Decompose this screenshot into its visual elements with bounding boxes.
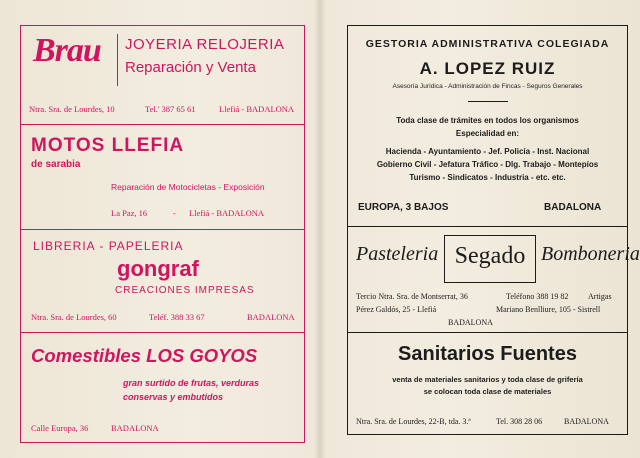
pasteleria-area1: Artigas <box>588 292 612 301</box>
gestoria-address: EUROPA, 3 BAJOS <box>358 202 449 213</box>
ad-title: LIBRERIA - PAPELERIA <box>33 239 184 253</box>
gestoria-header: GESTORIA ADMINISTRATIVA COLEGIADA <box>365 38 610 50</box>
gestoria-services: Asesoría Jurídica - Administración de Fincas - Seguros Generales <box>392 83 583 90</box>
ad-city: BADALONA <box>111 423 159 433</box>
ad-address: Ntra. Sra. de Lourdes, 60 <box>31 312 117 322</box>
gestoria-intro1: Toda clase de trámites en todos los organismos <box>396 116 579 125</box>
segado-logo-box <box>444 235 536 283</box>
ad-title: MOTOS LLEFIA <box>31 135 185 156</box>
ad-address: Ntra. Sra. de Lourdes, 10 <box>29 104 115 114</box>
ad-subtitle: CREACIONES IMPRESAS <box>115 285 255 296</box>
ad-title: JOYERIA RELOJERIA <box>125 36 285 53</box>
brau-logo: Brau <box>33 32 101 69</box>
ad-address: La Paz, 16 <box>111 208 148 218</box>
sanitarios-address: Ntra. Sra. de Lourdes, 22-B, tda. 3.ª <box>356 417 471 426</box>
right-page <box>320 0 640 458</box>
gestoria-list2: Gobierno Civil - Jefatura Tráfico - Dlg. Trabajo - Montepíos <box>376 160 599 169</box>
ad-gongraf <box>21 229 304 332</box>
gestoria-name: A. LOPEZ RUIZ <box>419 59 556 78</box>
ad-motos-llefia <box>21 124 304 229</box>
ad-gestoria <box>348 26 627 226</box>
ad-subtitle: de sarabia <box>31 159 81 170</box>
sanitarios-title: Sanitarios Fuentes <box>398 343 577 365</box>
sanitarios-city: BADALONA <box>564 417 609 426</box>
sanitarios-line2: se colocan toda clase de materiales <box>423 387 552 396</box>
gestoria-list3: Turismo - Sindicatos - Industria - etc. etc. <box>409 173 566 182</box>
segado-logo: Segado <box>454 243 526 269</box>
ad-subtitle: Reparación y Venta <box>125 59 256 76</box>
ad-line1: gran surtido de frutas, verduras <box>123 378 260 388</box>
ad-pasteleria-segado <box>348 226 640 332</box>
ad-line2: conservas y embutidos <box>123 392 224 402</box>
right-ad-frame <box>347 25 640 435</box>
pasteleria-word: Pasteleria <box>356 243 439 265</box>
ad-area: Llefiá - BADALONA <box>189 208 265 218</box>
sanitarios-line1: venta de materiales sanitarios y toda clase de grifería <box>392 375 583 384</box>
ad-los-goyos <box>21 332 304 444</box>
ad-phone: Tel.' 387 65 61 <box>145 104 196 114</box>
ad-area: Llefiá - BADALONA <box>219 104 295 114</box>
bomboneria-word: Bomboneria <box>541 243 640 265</box>
left-ad-frame <box>20 25 305 443</box>
ad-service: Reparación de Motocicletas - Exposición <box>111 182 265 192</box>
pasteleria-phone: Teléfono 388 19 82 <box>506 292 569 301</box>
sanitarios-phone: Tel. 308 28 06 <box>496 417 543 426</box>
ad-sanitarios-fuentes <box>348 332 627 436</box>
ad-title: Comestibles LOS GOYOS <box>31 345 258 366</box>
ad-address: Calle Europa, 36 <box>31 423 89 433</box>
pasteleria-addr3: Mariano Benlliure, 105 - Sistrell <box>496 305 601 314</box>
gestoria-list1: Hacienda - Ayuntamiento - Jef. Policía - Inst. Nacional <box>385 147 590 156</box>
ad-phone: Teléf. 388 33 67 <box>149 312 205 322</box>
pasteleria-addr1: Tercio Ntra. Sra. de Montserrat, 36 <box>356 292 468 301</box>
gestoria-city: BADALONA <box>544 202 602 213</box>
pasteleria-city: BADALONA <box>448 318 493 327</box>
ad-city: BADALONA <box>247 312 295 322</box>
pasteleria-addr2: Pérez Galdós, 25 - Llefiá <box>356 305 437 314</box>
gestoria-intro2: Especialidad en: <box>455 129 520 138</box>
ornament-rule <box>468 101 508 102</box>
ad-brau <box>21 26 304 124</box>
gongraf-logo: gongraf <box>117 256 199 281</box>
ad-dash: - <box>173 208 176 218</box>
divider <box>117 34 118 86</box>
